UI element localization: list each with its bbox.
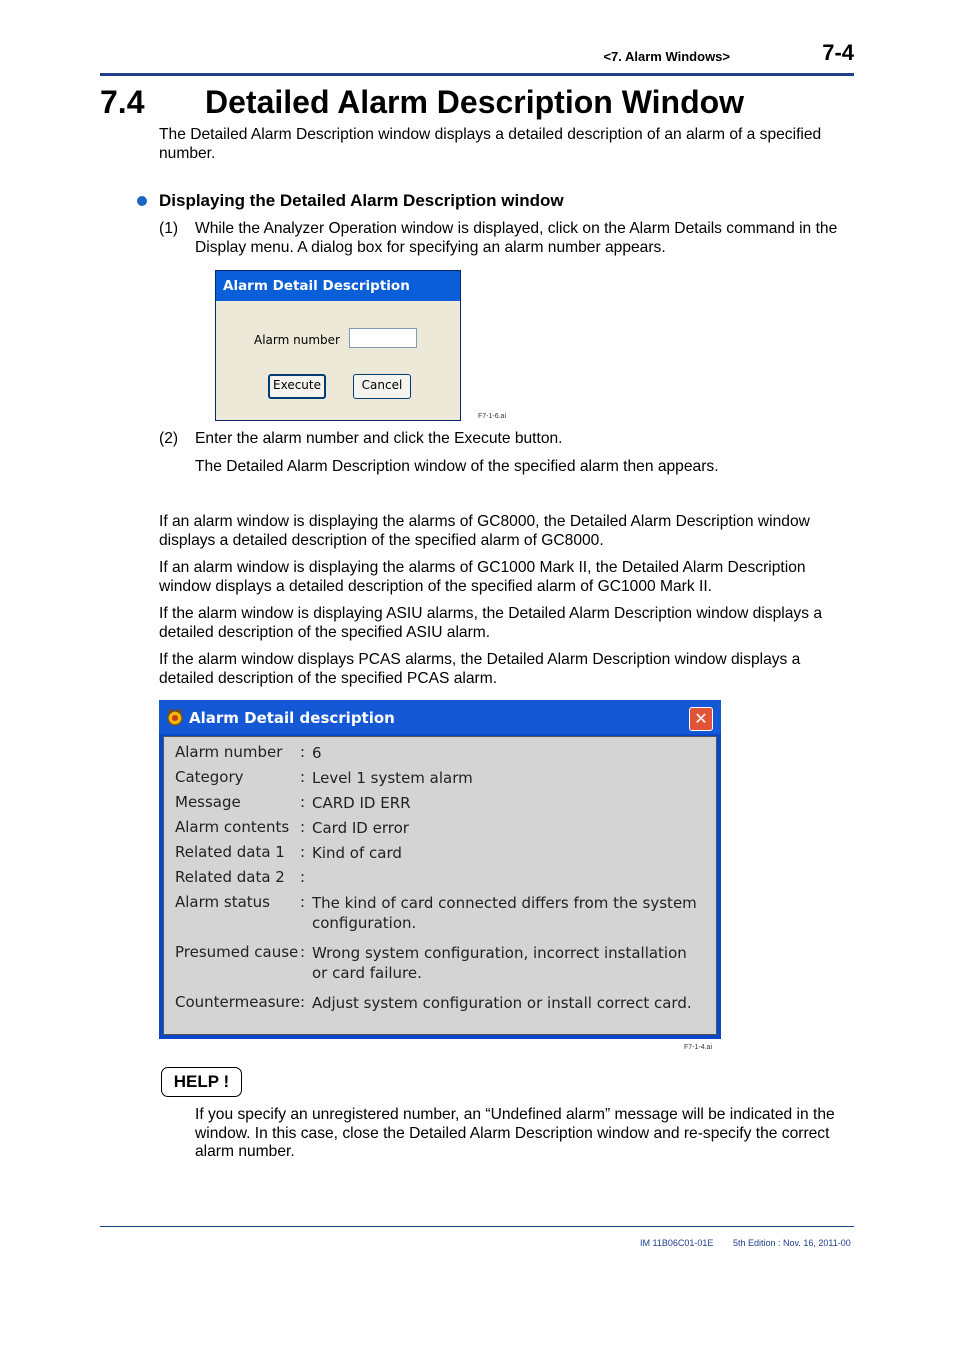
alarm-number-label: Alarm number <box>254 333 340 347</box>
running-header-section: <7. Alarm Windows> <box>603 49 730 64</box>
figure-label: F7-1-6.ai <box>478 413 507 420</box>
paragraph: If an alarm window is displaying the alarms of GC1000 Mark II, the Detailed Alarm Description window displays a detailed description of the specified alarm of GC1000 Mark II. <box>159 559 806 595</box>
page-number: 7-4 <box>822 40 854 65</box>
detail-colon: : <box>300 943 306 961</box>
detail-colon: : <box>300 793 306 811</box>
alarm-bell-icon <box>165 707 185 727</box>
detail-colon: : <box>300 893 306 911</box>
step-number: (1) <box>159 220 179 237</box>
cancel-button[interactable]: Cancel <box>353 374 411 399</box>
detail-value: The kind of card connected differs from the system configuration. <box>312 894 697 932</box>
detail-key: Message <box>175 793 241 811</box>
detail-key: Related data 1 <box>175 843 285 861</box>
detail-value: Wrong system configuration, incorrect installation or card failure. <box>312 944 687 982</box>
figure-label: F7-1-4.ai <box>684 1044 713 1051</box>
detail-value: Kind of card <box>312 844 402 862</box>
detail-value: Level 1 system alarm <box>312 769 473 787</box>
dialog-title-bar[interactable]: Alarm Detail Description <box>216 271 460 301</box>
detail-colon: : <box>300 843 306 861</box>
section-number: 7.4 <box>100 84 145 120</box>
detail-colon: : <box>300 993 306 1011</box>
window-title: Alarm Detail description <box>189 709 395 727</box>
step-number: (2) <box>159 430 179 447</box>
detail-key: Countermeasure <box>175 993 301 1011</box>
detail-key: Category <box>175 768 244 786</box>
detail-value: Adjust system configuration or install correct card. <box>312 994 692 1012</box>
paragraph: If the alarm window is displaying ASIU alarms, the Detailed Alarm Description window displays a detailed description of the specified ASIU alarm. <box>159 605 823 641</box>
paragraph: If an alarm window is displaying the alarms of GC8000, the Detailed Alarm Description window displays a detailed description of the specified alarm of GC8000. <box>159 513 810 549</box>
detail-colon: : <box>300 818 306 836</box>
step-text: While the Analyzer Operation window is displayed, click on the Alarm Details command in the Display menu. A dialog box for specifying an alarm number appears. <box>195 220 838 256</box>
footer-rule <box>100 1226 854 1227</box>
page-title: Detailed Alarm Description Window <box>205 84 745 120</box>
alarm-number-input[interactable] <box>349 328 417 348</box>
detail-key: Related data 2 <box>175 868 285 886</box>
detail-key: Alarm status <box>175 893 270 911</box>
alarm-detail-window <box>159 700 721 1039</box>
subheading <box>137 191 564 211</box>
detail-colon: : <box>300 768 306 786</box>
alarm-detail-body <box>163 736 717 1035</box>
paragraph: If the alarm window displays PCAS alarms, the Detailed Alarm Description window displays a detailed description of the specified PCAS alarm. <box>159 651 801 687</box>
header-rule <box>100 73 854 76</box>
detail-colon: : <box>300 868 306 886</box>
detail-value: 6 <box>312 744 322 762</box>
execute-button[interactable]: Execute <box>268 374 326 399</box>
step-followup-text: The Detailed Alarm Description window of the specified alarm then appears. <box>195 458 719 475</box>
subheading-text: Displaying the Detailed Alarm Description window <box>159 191 564 210</box>
step-text: Enter the alarm number and click the Execute button. <box>195 430 563 447</box>
detail-colon: : <box>300 743 306 761</box>
close-button[interactable]: ✕ <box>689 707 713 731</box>
help-text: If you specify an unregistered number, an “Undefined alarm” message will be indicated in the window. In this case, close the Detailed Alarm Description window and re-specify the correct alarm number. <box>195 1106 835 1160</box>
detail-key: Alarm contents <box>175 818 290 836</box>
detail-value: Card ID error <box>312 819 409 837</box>
footer-doc-id: IM 11B06C01-01E <box>640 1238 714 1248</box>
detail-key: Presumed cause <box>175 943 299 961</box>
bullet-icon <box>137 196 147 206</box>
intro-paragraph: The Detailed Alarm Description window displays a detailed description of an alarm of a specified number. <box>159 126 822 162</box>
detail-value: CARD ID ERR <box>312 794 411 812</box>
detail-key: Alarm number <box>175 743 283 761</box>
help-badge: HELP ! <box>161 1067 242 1097</box>
footer-edition: 5th Edition : Nov. 16, 2011-00 <box>733 1238 851 1248</box>
alarm-number-dialog <box>215 270 461 421</box>
